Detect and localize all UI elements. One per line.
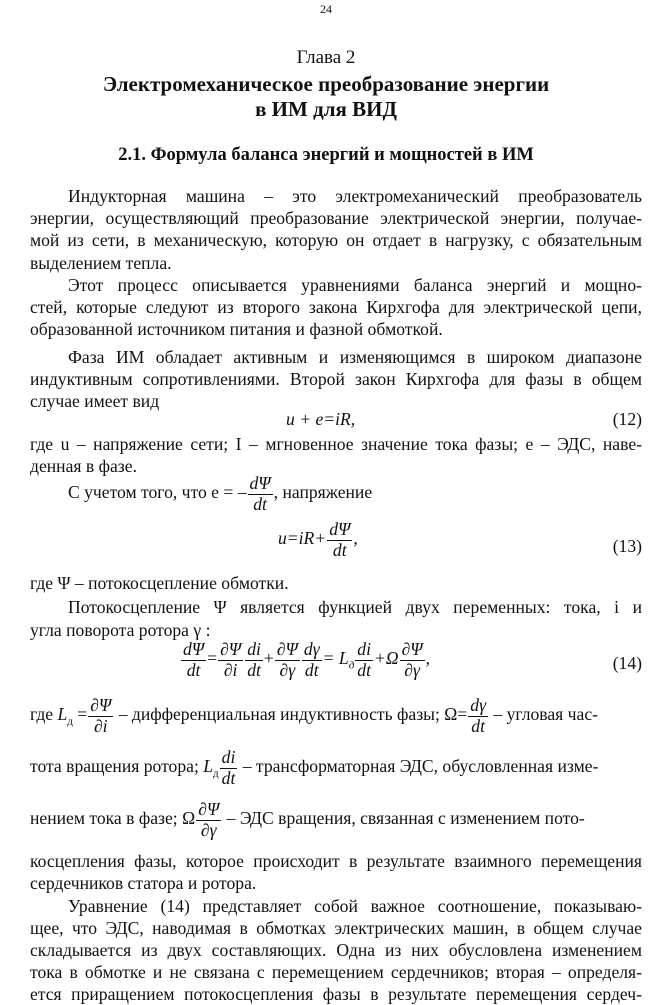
paragraph-line: энергии, осуществляющий преобразование электрической энергии, получае-	[30, 208, 642, 228]
paragraph-line: Фаза ИМ обладает активным и изменяющимся в широком диапазоне	[68, 347, 642, 367]
equation-number-12: (12)	[612, 409, 642, 429]
equation-number-14: (14)	[612, 653, 642, 673]
paragraph-line: Этот процесс описывается уравнениями баланса энергий и мощно-	[68, 275, 642, 295]
paragraph-line: Индукторная машина – это электромеханический преобразователь	[68, 186, 642, 206]
paragraph-line: Уравнение (14) представляет собой важное соотношение, показываю-	[68, 896, 642, 916]
paragraph-line: случае имеет вид	[30, 391, 160, 411]
chapter-label: Глава 2	[296, 47, 356, 68]
equation-12: u + e=iR,	[286, 409, 356, 429]
fraction: $\frac{d\Psi}{dt}$	[329, 519, 351, 560]
page-number: 24	[320, 2, 332, 16]
paragraph-line: щее, что ЭДС, наводимая в обмотках электрических машин, в общем случае	[30, 918, 642, 938]
paragraph-line: Потокосцепление Ψ является функцией двух переменных: тока, i и	[68, 597, 642, 617]
definition-line-1: где $L_д$ = $\frac{\partial\Psi}{\partial i}$ – дифференциальная индуктивность фазы; Ω= $\frac{d\gamma}{dt}$ – угловая час-	[30, 695, 598, 736]
chapter-title-line-2: в ИМ для ВИД	[255, 97, 397, 121]
paragraph-line: где Ψ – потокосцепление обмотки.	[30, 573, 289, 593]
definition-line-2: тота вращения ротора; $L_д$ $\frac{di}{dt}$ – трансформаторная ЭДС, обусловленная изме-	[30, 747, 599, 788]
paragraph-line: индуктивным сопротивлениями. Второй закон Кирхгофа для фазы в общем	[30, 369, 642, 389]
fraction: $\frac{d\Psi}{dt}$	[249, 473, 271, 514]
paragraph-line: где u – напряжение сети; I – мгновенное значение тока фазы; e – ЭДС, наве-	[30, 434, 642, 454]
paragraph-line: ется приращением потокосцепления фазы в результате перемещения сердеч-	[30, 984, 642, 1004]
section-title: 2.1. Формула баланса энергий и мощностей в ИМ	[118, 145, 534, 165]
paragraph-line: выделением тепла.	[30, 253, 172, 273]
equation-number-13: (13)	[612, 536, 642, 556]
paragraph-line: сердечников статора и ротора.	[30, 873, 257, 893]
paragraph-line: тока в обмотке и не связана с перемещением сердечников; вторая – определя-	[30, 962, 642, 982]
definition-line-3: нением тока в фазе; Ω $\frac{\partial\Psi}{\partial\gamma}$ – ЭДС вращения, связанная с изменением пото-	[30, 799, 585, 840]
paragraph-line: косцепления фазы, которое происходит в результате взаимного перемещения	[30, 851, 642, 871]
paragraph-line: мой из сети, в механическую, которую он отдает в нагрузку, с обязательным	[30, 230, 642, 250]
paragraph-line: стей, которые следуют из второго закона Кирхгофа для электрической цепи,	[30, 297, 642, 317]
paragraph-inline-formula: С учетом того, что e = – $\frac{d\Psi}{dt}$ , напряжение	[68, 473, 373, 514]
equation-13: u=iR+ $\frac{d\Psi}{dt}$ ,	[278, 519, 358, 560]
paragraph-line: денная в фазе.	[30, 456, 137, 476]
chapter-title-line-1: Электромеханическое преобразование энергии	[102, 72, 550, 96]
chapter-title	[0, 72, 652, 122]
paragraph-line: образованной источником питания и фазной обмоткой.	[30, 319, 443, 339]
paragraph-line: складывается из двух составляющих. Одна из них обусловлена изменением	[30, 940, 642, 960]
equation-14: $\frac{d\Psi}{dt}$ = $\frac{\partial\Psi}{\partial i}$ $\frac{di}{dt}$ + $\frac{\partial\Psi}{\partial\gamma}$ $\frac{d\gamma}{dt}$ = $L_д$ $\frac{di}{dt}$ +Ω $\frac{\partial\Psi}{\partial\gamma}$ ,	[183, 639, 431, 680]
paragraph-line: угла поворота ротора γ :	[30, 620, 211, 640]
